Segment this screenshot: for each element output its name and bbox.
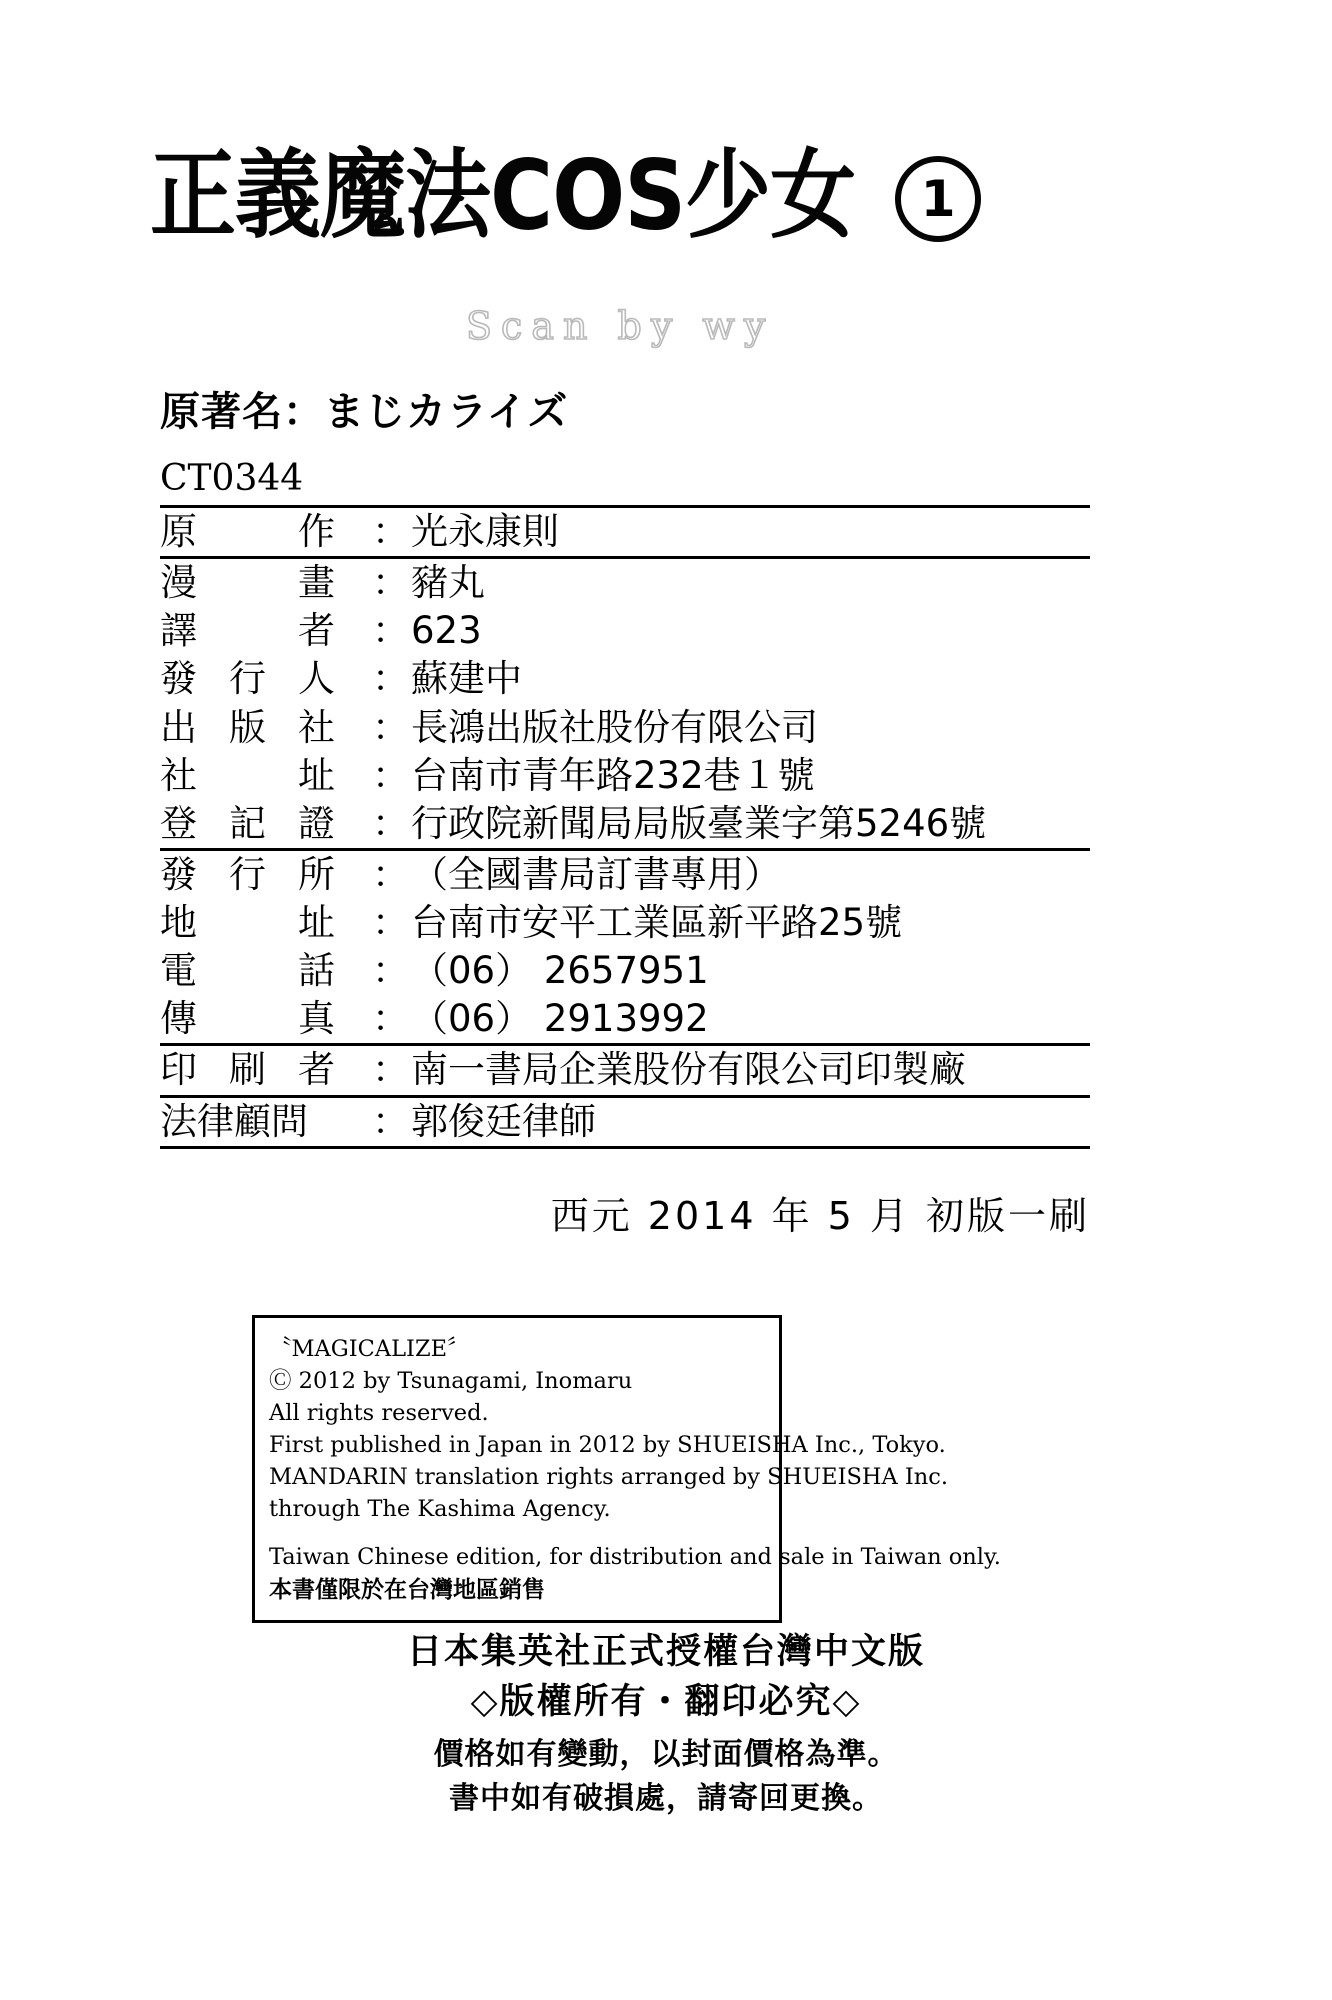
original-title-colon: ：: [283, 389, 324, 435]
table-row: [160, 1046, 1090, 1094]
volume-number-badge: 1: [895, 156, 981, 242]
row-colon: ：: [372, 997, 409, 1041]
scan-watermark: Scan by wy: [466, 304, 775, 348]
table-row: [160, 559, 1090, 607]
original-title-value: まじカライズ: [324, 389, 569, 435]
row-colon: ：: [372, 852, 409, 896]
row-colon: ：: [372, 949, 409, 993]
row-colon: ：: [372, 753, 409, 797]
row-colon: ：: [372, 561, 409, 605]
row-colon: ：: [372, 705, 409, 749]
row-value: 郭俊廷律師: [411, 1099, 596, 1143]
copyright-line: First published in Japan in 2012 by SHUEISHA Inc., Tokyo.: [269, 1431, 946, 1458]
row-value: 台南市安平工業區新平路25號: [411, 901, 903, 944]
original-title-label: 原著名: [160, 389, 283, 435]
copyright-line: All rights reserved.: [269, 1399, 489, 1426]
table-row: [160, 995, 1090, 1043]
authorized-edition-notice: 日本集英社正式授權台灣中文版: [406, 1632, 925, 1672]
book-title-row: [150, 140, 981, 252]
row-label: 地 址: [160, 901, 335, 944]
table-row: [160, 752, 1090, 800]
catalogue-code: CT0344: [160, 458, 304, 499]
taiwan-distribution-line-cn: 本書僅限於在台灣地區銷售: [269, 1576, 545, 1603]
copyright-reserved-notice: ◇版權所有・翻印必究◇: [470, 1681, 862, 1722]
row-colon: ：: [372, 609, 409, 653]
row-label: 電 話: [160, 949, 335, 993]
row-value: 光永康則: [411, 510, 559, 553]
table-row: [160, 704, 1090, 752]
copyright-line: MANDARIN translation rights arranged by SHUEISHA Inc.: [269, 1463, 949, 1490]
row-value: 豬丸: [411, 561, 485, 605]
copyright-line: Ⓒ 2012 by Tsunagami, Inomaru: [269, 1367, 633, 1394]
copyright-line: through The Kashima Agency.: [269, 1495, 611, 1522]
copyright-spacer: [269, 1526, 771, 1542]
table-row: [160, 607, 1090, 655]
row-value: 長鴻出版社股份有限公司: [411, 705, 818, 749]
copyright-line: 〝MAGICALIZE〞: [269, 1336, 470, 1362]
row-colon: ：: [372, 1048, 409, 1092]
row-colon: ：: [372, 657, 409, 701]
row-label: 譯 者: [160, 609, 335, 653]
table-row: [160, 851, 1090, 899]
publication-date: 西元 2014 年 5 月 初版一刷: [550, 1194, 1090, 1238]
table-row: [160, 508, 1090, 556]
row-value: 蘇建中: [411, 657, 522, 701]
copyright-box: [252, 1315, 1001, 1623]
table-row: [160, 1098, 1090, 1146]
row-label: 社 址: [160, 753, 335, 797]
row-value: 行政院新聞局局版臺業字第5246號: [411, 801, 987, 845]
table-row: [160, 800, 1090, 848]
row-label: 登 記 證: [160, 801, 335, 845]
colophon-info-table: [160, 505, 1090, 1149]
row-value: 南一書局企業股份有限公司印製廠: [411, 1048, 966, 1092]
row-label: 發 行 所: [160, 852, 335, 896]
row-label: 發 行 人: [160, 657, 335, 701]
table-row: [160, 899, 1090, 947]
damaged-book-notice: 書中如有破損處，請寄回更換。: [449, 1780, 883, 1816]
row-value: （06） 2913992: [411, 997, 709, 1041]
row-label: 傳 真: [160, 997, 335, 1041]
row-label: 印 刷 者: [160, 1048, 335, 1092]
original-title-line: [160, 380, 568, 437]
row-label: 原 作: [160, 510, 335, 553]
row-colon: ：: [372, 901, 409, 944]
taiwan-distribution-line-en: Taiwan Chinese edition, for distribution and sale in Taiwan only.: [269, 1543, 1001, 1570]
copyright-lines: [269, 1334, 949, 1526]
page-title: 正義魔法COS少女: [150, 140, 856, 252]
bottom-notice-block: [0, 1630, 1332, 1820]
row-value: （全國書局訂書專用）: [411, 852, 781, 896]
row-colon: ：: [372, 801, 409, 845]
row-label: 漫 畫: [160, 561, 335, 605]
row-value: 台南市青年路232巷１號: [411, 753, 815, 797]
table-row: [160, 947, 1090, 995]
row-value: 623: [411, 609, 482, 653]
row-label: 出 版 社: [160, 705, 335, 749]
table-row: [160, 655, 1090, 703]
row-colon: ：: [372, 510, 409, 553]
price-change-notice: 價格如有變動，以封面價格為準。: [433, 1737, 899, 1772]
table-rule: [160, 1146, 1090, 1149]
row-value: （06） 2657951: [411, 949, 709, 993]
row-label: 法律顧問: [160, 1099, 308, 1143]
row-colon: ：: [372, 1099, 409, 1143]
